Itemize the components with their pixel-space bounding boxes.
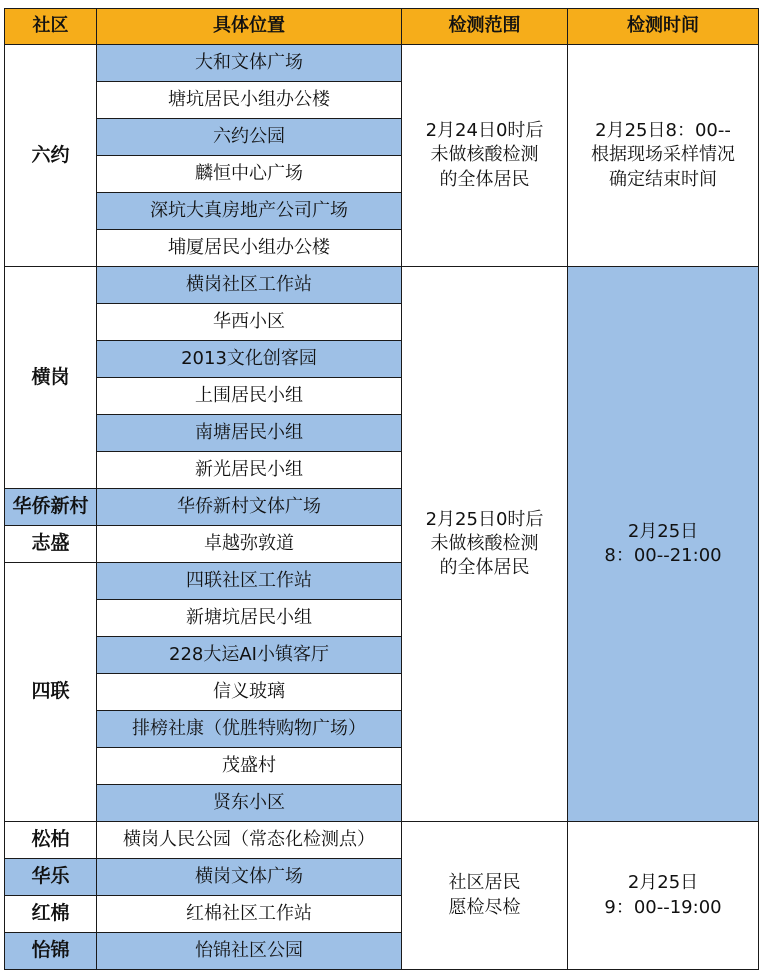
scope-line: 社区居民: [448, 872, 521, 894]
location-cell: 南塘居民小组: [97, 415, 402, 452]
scope-cell: [402, 45, 568, 267]
time-line: 2月25日: [627, 872, 699, 894]
scope-cell: [402, 822, 568, 970]
location-cell: 横岗人民公园（常态化检测点）: [97, 822, 402, 859]
location-cell: 2013文化创客园: [97, 341, 402, 378]
location-cell: 新塘坑居民小组: [97, 600, 402, 637]
table-row: [5, 822, 759, 859]
community-cell: 华乐: [5, 859, 97, 896]
time-line: 9：00--19:00: [604, 896, 722, 918]
time-line: 2月25日: [627, 520, 699, 542]
location-cell: 埔厦居民小组办公楼: [97, 230, 402, 267]
location-cell: 华侨新村文体广场: [97, 489, 402, 526]
header-location: 具体位置: [97, 9, 402, 45]
community-cell: 横岗: [5, 267, 97, 489]
community-cell: 华侨新村: [5, 489, 97, 526]
location-cell: 228大运AI小镇客厅: [97, 637, 402, 674]
time-line: 确定结束时间: [609, 168, 717, 190]
community-cell: 志盛: [5, 526, 97, 563]
header-scope: 检测范围: [402, 9, 568, 45]
header-community: 社区: [5, 9, 97, 45]
community-cell: 红棉: [5, 896, 97, 933]
time-line: 2月25日8：00--: [595, 120, 731, 142]
time-line: 8：00--21:00: [604, 545, 722, 566]
scope-line: 的全体居民: [439, 557, 530, 579]
location-cell: 上围居民小组: [97, 378, 402, 415]
community-cell: 松柏: [5, 822, 97, 859]
location-cell: 怡锦社区公园: [97, 933, 402, 970]
community-cell: 四联: [5, 563, 97, 822]
location-cell: 茂盛村: [97, 748, 402, 785]
location-cell: 信义玻璃: [97, 674, 402, 711]
location-cell: 六约公园: [97, 119, 402, 156]
testing-sites-table: [4, 8, 759, 970]
location-cell: 深坑大真房地产公司广场: [97, 193, 402, 230]
scope-line: 未做核酸检测: [430, 144, 539, 166]
location-cell: 大和文体广场: [97, 45, 402, 82]
location-cell: 横岗社区工作站: [97, 267, 402, 304]
header-time: 检测时间: [568, 9, 759, 45]
location-cell: 横岗文体广场: [97, 859, 402, 896]
time-cell: [568, 267, 759, 822]
location-cell: 红棉社区工作站: [97, 896, 402, 933]
scope-cell: [402, 267, 568, 822]
scope-line: 未做核酸检测: [430, 532, 539, 554]
location-cell: 华西小区: [97, 304, 402, 341]
table-row: [5, 267, 759, 304]
scope-line: 2月25日0时后: [425, 508, 544, 530]
location-cell: 麟恒中心广场: [97, 156, 402, 193]
scope-line: 愿检尽检: [448, 896, 521, 918]
community-cell: 六约: [5, 45, 97, 267]
table-row: [5, 45, 759, 82]
location-cell: 贤东小区: [97, 785, 402, 822]
community-cell: 怡锦: [5, 933, 97, 970]
location-cell: 塘坑居民小组办公楼: [97, 82, 402, 119]
location-cell: 卓越弥敦道: [97, 526, 402, 563]
location-cell: 排榜社康（优胜特购物广场）: [97, 711, 402, 748]
location-cell: 四联社区工作站: [97, 563, 402, 600]
testing-sites-table-wrapper: [4, 8, 759, 970]
table-header-row: [5, 9, 759, 45]
scope-line: 2月24日0时后: [425, 120, 544, 142]
time-cell: [568, 822, 759, 970]
time-line: 根据现场采样情况: [591, 144, 735, 166]
scope-line: 的全体居民: [439, 168, 530, 190]
location-cell: 新光居民小组: [97, 452, 402, 489]
time-cell: [568, 45, 759, 267]
